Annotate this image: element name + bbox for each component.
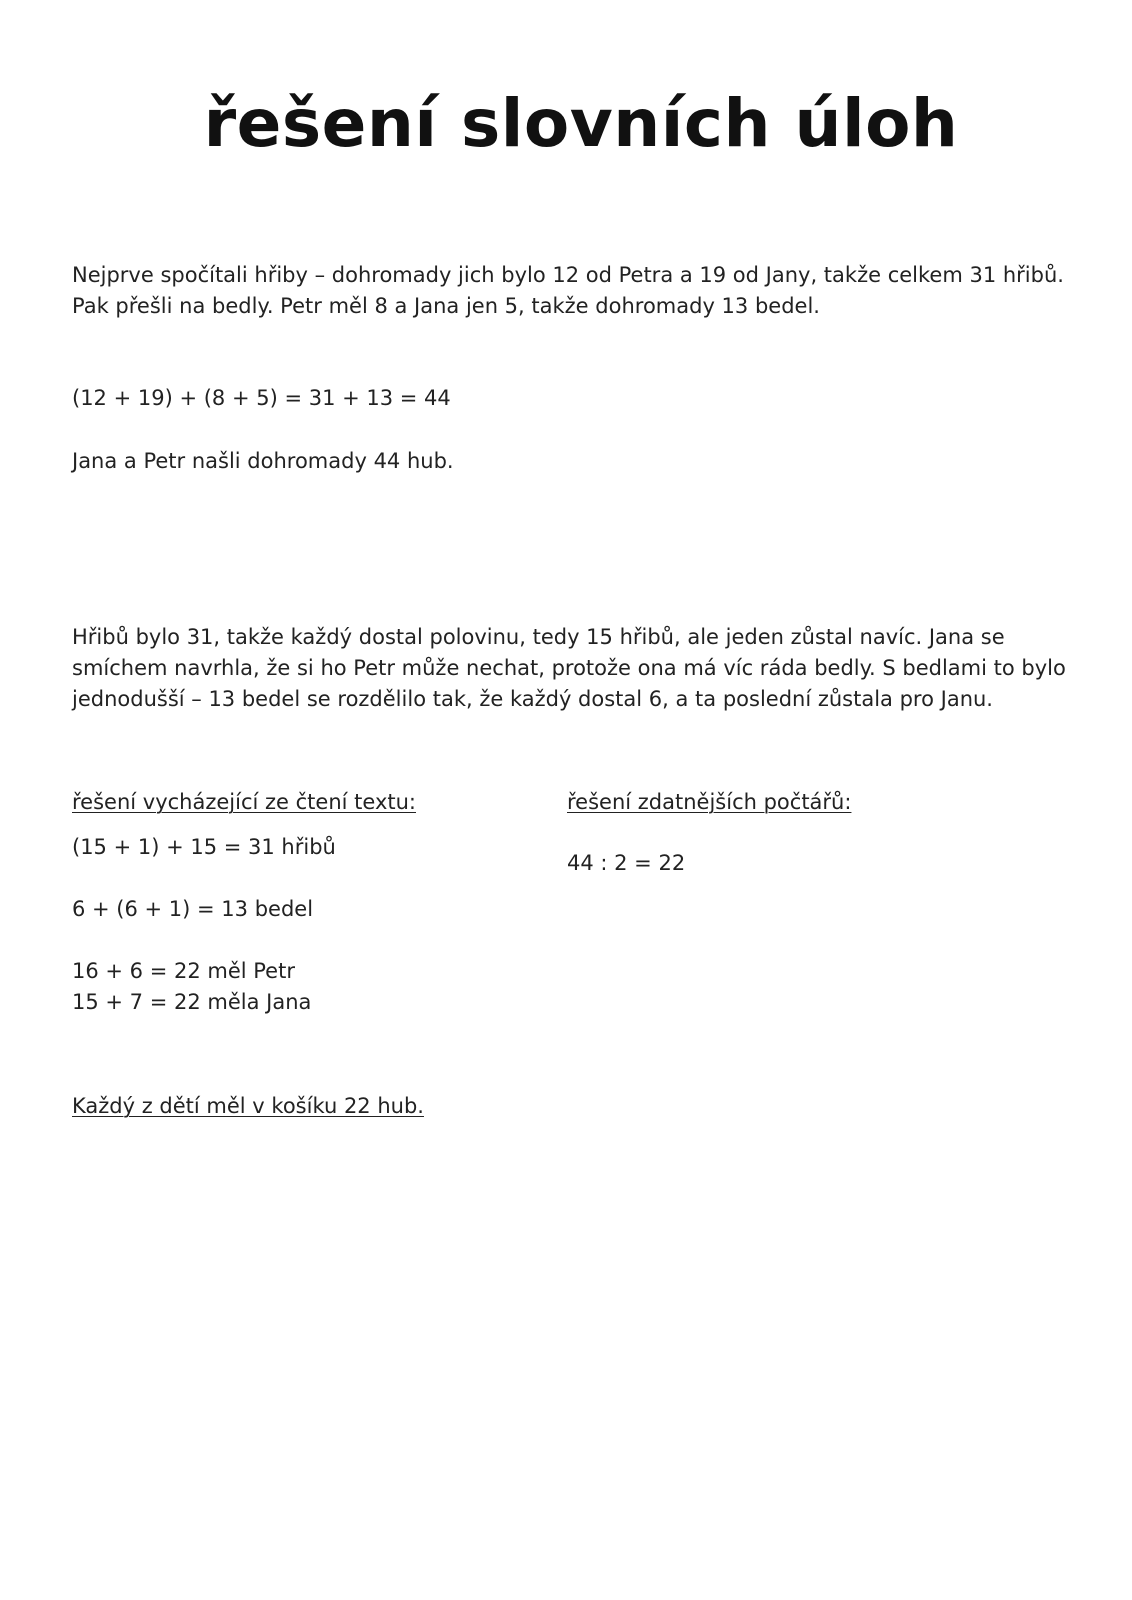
solution-advanced-heading: řešení zdatnějších počtářů: [567,790,852,814]
answer-total: Jana a Petr našli dohromady 44 hub. [72,449,454,473]
intro-line-2: Pak přešli na bedly. Petr měl 8 a Jana jen 5, takže dohromady 13 bedel. [72,294,820,318]
equation-total: (12 + 19) + (8 + 5) = 31 + 13 = 44 [72,386,451,410]
task2-line-3: jednodušší – 13 bedel se rozdělilo tak, že každý dostal 6, a ta poslední zůstala pro Janu. [72,687,993,711]
intro-line-1: Nejprve spočítali hřiby – dohromady jich bylo 12 od Petra a 19 od Jany, takže celkem 31 hřibů. [72,263,1064,287]
solution-reading-line-2: 6 + (6 + 1) = 13 bedel [72,897,314,921]
solution-reading-line-4: 15 + 7 = 22 měla Jana [72,990,312,1014]
task2-line-2: smíchem navrhla, že si ho Petr může nechat, protože ona má víc ráda bedly. S bedlami to bylo [72,656,1066,680]
solution-advanced-line-1: 44 : 2 = 22 [567,851,686,875]
solution-reading-line-3: 16 + 6 = 22 měl Petr [72,959,295,983]
solution-reading-line-1: (15 + 1) + 15 = 31 hřibů [72,835,336,859]
conclusion: Každý z dětí měl v košíku 22 hub. [72,1094,424,1118]
task2-line-1: Hřibů bylo 31, takže každý dostal polovinu, tedy 15 hřibů, ale jeden zůstal navíc. Jana se [72,625,1005,649]
page-title: řešení slovních úloh [203,85,959,162]
solution-reading-heading: řešení vycházející ze čtení textu: [72,790,416,814]
